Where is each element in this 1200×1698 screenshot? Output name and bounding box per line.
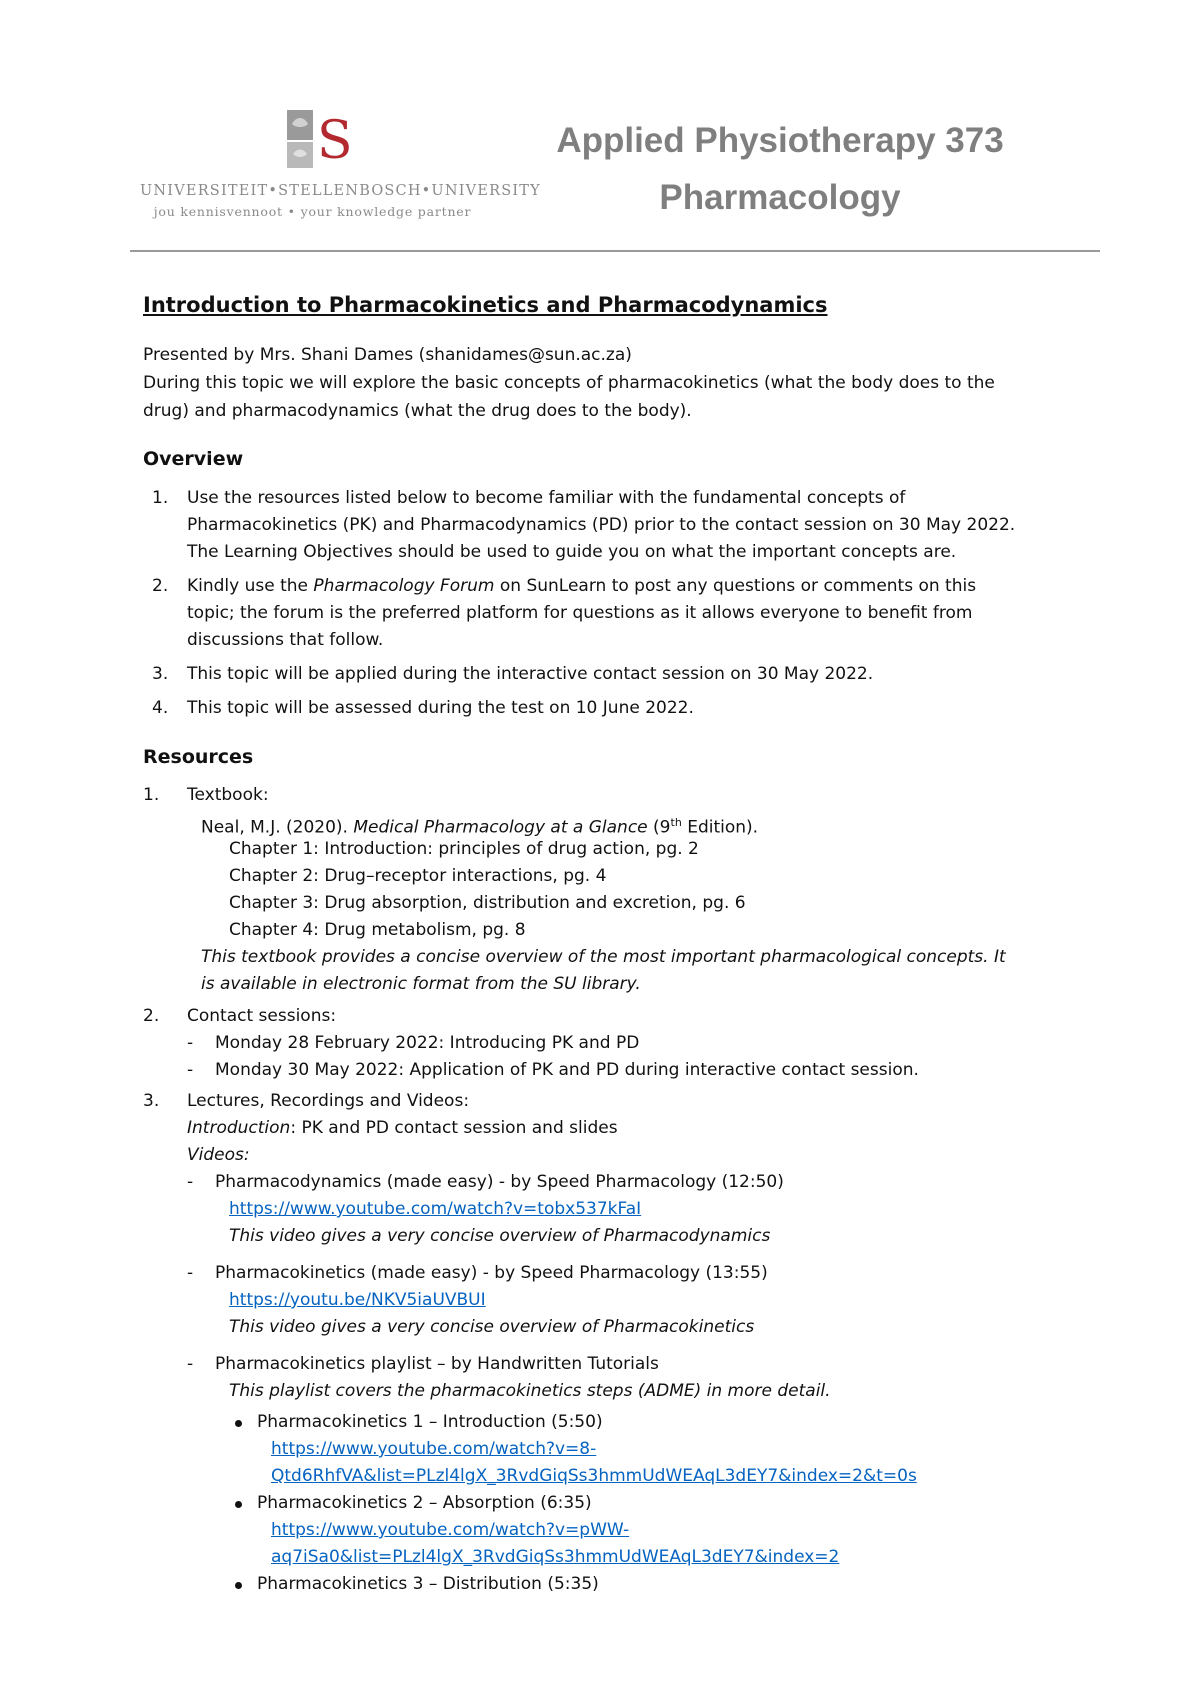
textbook-citation: Neal, M.J. (2020). Medical Pharmacology at a Glance (9th Edition). (201, 816, 759, 838)
dash-marker (187, 1057, 193, 1084)
playlist-item-link[interactable]: https://www.youtube.com/watch?v=8- (271, 1439, 597, 1459)
list-number: 3. (143, 1091, 160, 1111)
bullet-icon (235, 1420, 242, 1427)
bullet-icon (235, 1582, 242, 1589)
textbook-note: This textbook provides a concise overview of the most important pharmacological concepts. It (201, 947, 1006, 967)
video-note: This video gives a very concise overview of Pharmacodynamics (229, 1226, 771, 1246)
textbook-note: is available in electronic format from the SU library. (201, 974, 641, 994)
contact-label: Contact sessions: (187, 1006, 337, 1026)
section-heading-resources: Resources (143, 746, 254, 768)
intro-text-line: During this topic we will explore the basic concepts of pharmacokinetics (what the body does to the (143, 373, 995, 393)
list-number: 2. (143, 1006, 160, 1026)
list-item-text: This topic will be assessed during the test on 10 June 2022. (187, 698, 694, 718)
playlist-item-title: Pharmacokinetics 1 – Introduction (5:50) (257, 1412, 603, 1432)
list-item-text: topic; the forum is the preferred platform for questions as it allows everyone to benefit from (187, 603, 973, 623)
chapter-item: Chapter 3: Drug absorption, distribution and excretion, pg. 6 (229, 893, 746, 913)
playlist-item-link[interactable]: Qtd6RhfVA&list=PLzl4lgX_3RvdGiqSs3hmmUdWEAqL3dEY7&index=2&t=0s (271, 1466, 917, 1486)
list-number: 1. (143, 785, 160, 805)
dash-marker (187, 1169, 193, 1196)
document-title (510, 112, 1050, 226)
lectures-label: Lectures, Recordings and Videos: (187, 1091, 470, 1111)
playlist-item-link[interactable]: https://www.youtube.com/watch?v=pWW- (271, 1520, 630, 1540)
section-heading-overview: Overview (143, 448, 244, 470)
presenter-line: Presented by Mrs. Shani Dames (shanidames@sun.ac.za) (143, 345, 632, 365)
list-item-text: discussions that follow. (187, 630, 384, 650)
list-number: 3. (152, 664, 169, 684)
forum-name: Pharmacology Forum (313, 576, 495, 596)
intro-text-line: drug) and pharmacodynamics (what the drug does to the body). (143, 401, 692, 421)
contact-item: Monday 28 February 2022: Introducing PK and PD (215, 1033, 640, 1053)
course-title: Applied Physiotherapy 373 (556, 121, 1004, 160)
list-item-text: Use the resources listed below to become familiar with the fundamental concepts of (187, 488, 906, 508)
university-tagline: jou kennisvennoot • your knowledge partner (153, 204, 472, 219)
list-number: 1. (152, 488, 169, 508)
list-item-text: The Learning Objectives should be used to guide you on what the important concepts are. (187, 542, 957, 562)
list-item-text: Pharmacokinetics (PK) and Pharmacodynamics (PD) prior to the contact session on 30 May 2022. (187, 515, 1016, 535)
video-note: This video gives a very concise overview of Pharmacokinetics (229, 1317, 755, 1337)
playlist-item-title: Pharmacokinetics 3 – Distribution (5:35) (257, 1574, 599, 1594)
shield-icon (283, 106, 353, 172)
video-title: Pharmacodynamics (made easy) - by Speed Pharmacology (12:50) (215, 1172, 784, 1192)
list-item-text: Kindly use the Pharmacology Forum on SunLearn to post any questions or comments on this (187, 576, 977, 596)
lectures-intro: Introduction: PK and PD contact session and slides (187, 1118, 618, 1138)
dash-marker (187, 1351, 193, 1378)
chapter-item: Chapter 4: Drug metabolism, pg. 8 (229, 920, 526, 940)
svg-text:S: S (317, 111, 353, 171)
playlist-item-title: Pharmacokinetics 2 – Absorption (6:35) (257, 1493, 592, 1513)
dash-marker (187, 1260, 193, 1287)
video-link[interactable]: https://youtu.be/NKV5iaUVBUI (229, 1290, 486, 1310)
video-link[interactable]: https://www.youtube.com/watch?v=tobx537kFaI (229, 1199, 642, 1219)
list-number: 2. (152, 576, 169, 596)
playlist-note: This playlist covers the pharmacokinetics steps (ADME) in more detail. (229, 1381, 831, 1401)
list-number: 4. (152, 698, 169, 718)
university-name: UNIVERSITEIT•STELLENBOSCH•UNIVERSITY (140, 183, 541, 199)
videos-label: Videos: (187, 1145, 250, 1165)
bullet-icon (235, 1501, 242, 1508)
playlist-title: Pharmacokinetics playlist – by Handwritten Tutorials (215, 1354, 659, 1374)
chapter-item: Chapter 1: Introduction: principles of drug action, pg. 2 (229, 839, 699, 859)
list-item-text: This topic will be applied during the interactive contact session on 30 May 2022. (187, 664, 874, 684)
subject-title: Pharmacology (659, 178, 901, 217)
chapter-item: Chapter 2: Drug–receptor interactions, pg. 4 (229, 866, 607, 886)
textbook-label: Textbook: (187, 785, 269, 805)
contact-item: Monday 30 May 2022: Application of PK and PD during interactive contact session. (215, 1060, 919, 1080)
university-logo (140, 106, 541, 221)
dash-marker (187, 1030, 193, 1057)
playlist-item-link[interactable]: aq7iSa0&list=PLzl4lgX_3RvdGiqSs3hmmUdWEAqL3dEY7&index=2 (271, 1547, 840, 1567)
header-divider (130, 250, 1100, 252)
video-title: Pharmacokinetics (made easy) - by Speed Pharmacology (13:55) (215, 1263, 768, 1283)
section-heading-intro: Introduction to Pharmacokinetics and Pharmacodynamics (143, 293, 828, 317)
